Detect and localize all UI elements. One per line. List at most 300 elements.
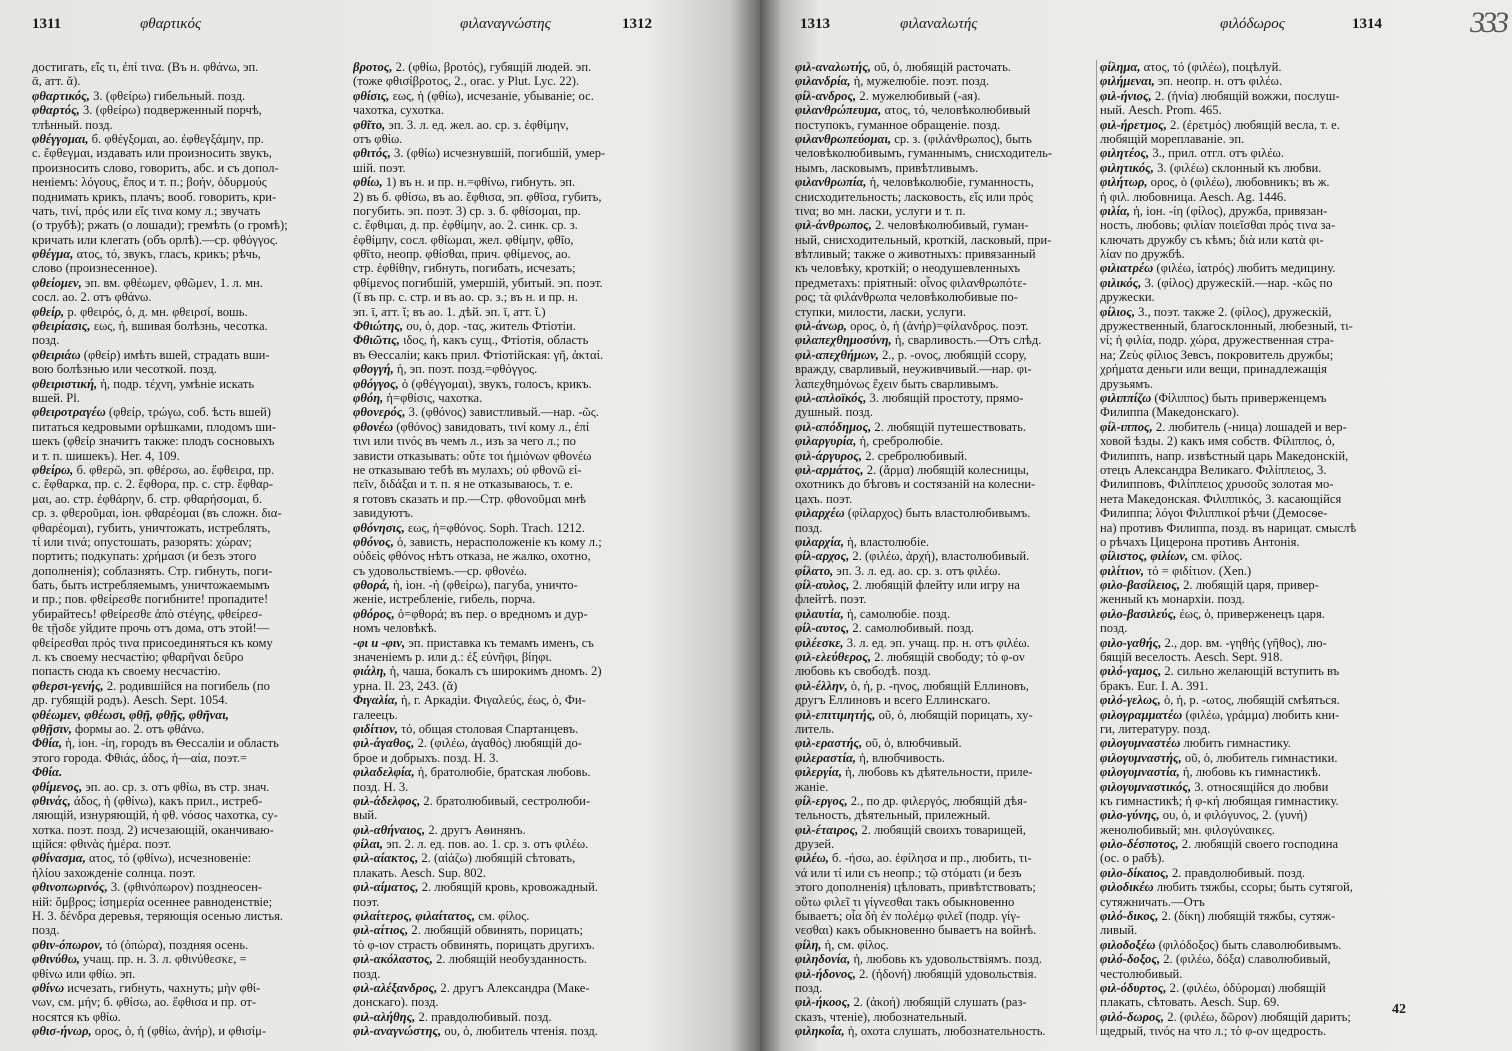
definition-text: 3. (φθόνος) завистливый.—нар. -ῶς. xyxy=(405,405,599,420)
headword: φιλό-γελως, xyxy=(1100,693,1161,708)
column-4 xyxy=(1100,60,1406,1039)
dictionary-line xyxy=(353,837,667,851)
headword: φιλ-απόδημος, xyxy=(795,419,872,434)
headword: φίλ-ιππος, xyxy=(1100,419,1153,434)
definition-text: 2. другъ Александра (Маке- xyxy=(437,981,590,995)
dictionary-line: попасть сюда къ своему несчастію. xyxy=(32,664,221,679)
dictionary-line: сказъ, чтеніе), любознательный. xyxy=(795,1009,968,1024)
definition-text: ἡ, сварливость.—Отъ слѣд. xyxy=(891,333,1042,348)
dictionary-line: νά или τί или съ неопр.; τῷ στόματι (и безъ xyxy=(795,865,1022,880)
dictionary-line: вшей. Pl. xyxy=(32,390,80,405)
headword: φιλογυμναστικός, xyxy=(1100,779,1192,794)
definition-text: эп. вм. φθέωμεν, φθῶμεν, 1. л. мн. xyxy=(81,275,263,290)
dictionary-line xyxy=(1100,981,1406,995)
dictionary-line xyxy=(795,851,1093,865)
definition-text: 2., дор. вм. -γηθής (γῆθος), лю- xyxy=(1161,635,1327,650)
headword: φιδίτιον, xyxy=(353,721,398,736)
dictionary-line: бываетъ; οἷα δὴ ἐν πολέμῳ φιλεῖ (подр. γίγ- xyxy=(795,909,1021,924)
dictionary-line: другъ Еллиновъ и всего Еллинскаго. xyxy=(795,693,991,708)
page-number-1313: 1313 xyxy=(800,16,830,32)
dictionary-line xyxy=(1100,175,1406,189)
column-1 xyxy=(32,60,346,1039)
definition-text: ἡ, эп. поэт. позд.=φθόγγος. xyxy=(393,362,538,377)
dictionary-line: отъ φθίω. xyxy=(353,131,403,146)
headword: φιλήμεναι, xyxy=(1100,74,1155,89)
dictionary-line: шекъ (φθείρ значитъ также: плодъ сосновыхъ xyxy=(32,434,275,449)
definition-text: ἡ, г. Аркадіи. Φιγαλεύς, έως, ὁ, Фи- xyxy=(397,693,586,708)
headword: φιλ-αθήναιος, xyxy=(353,822,426,837)
dictionary-line: бать, быть истребляемымъ, уничтожаемымъ xyxy=(32,578,270,593)
definition-text: 2. (φιλέω, ἀγαθός) любящій до- xyxy=(414,736,582,751)
dictionary-line xyxy=(795,103,1093,117)
definition-text: 2. родившійся на погибель (по xyxy=(103,678,270,693)
headword: φιλικός, xyxy=(1100,275,1142,290)
dictionary-line xyxy=(1100,837,1406,851)
headword: φιλοδικέω xyxy=(1100,880,1154,895)
dictionary-line: ливый. xyxy=(1100,923,1138,938)
headword: φθινάς, xyxy=(32,793,71,808)
dictionary-line xyxy=(353,362,667,376)
definition-text: ορος, ὁ, ἡ (φθίω, ἀνήρ), и φθισίμ- xyxy=(91,1024,267,1039)
dictionary-line xyxy=(795,218,1093,232)
definition-text: ατος, τό, звукъ, гласъ, крикъ; рѣчь, xyxy=(73,247,261,262)
headword: φίλ-εργος, xyxy=(795,793,848,808)
dictionary-line: ступки, милости, ласки, услуги. xyxy=(795,304,966,319)
headword: φίλ-ανδρος, xyxy=(795,88,857,103)
headword: φιλο-δίκαιος, xyxy=(1100,865,1169,880)
dictionary-line xyxy=(32,981,346,995)
headword: φθίω, xyxy=(353,175,383,190)
dictionary-line: чать, τινί, πρός или εἴς τινα кому л.; звучать xyxy=(32,203,261,218)
dictionary-line xyxy=(32,463,346,477)
dictionary-line: шій. поэт. xyxy=(353,160,406,175)
definition-text: 2. правдолюбивый. позд. xyxy=(1168,865,1306,880)
dictionary-line: къ человѣку, кроткій; о неодушевленныхъ xyxy=(795,261,1021,276)
headword: φιλιππίζω xyxy=(1100,390,1152,405)
dictionary-line xyxy=(353,607,667,621)
headword: φθέωμεν, φθέωσι, φθῇ, φθῇς, φθῆναι, xyxy=(32,707,229,722)
definition-text: οῦ, ὁ, любящій порицать, ху- xyxy=(875,707,1033,722)
dictionary-line: νεσθαι) какъ обыкновенно бываетъ на войнѣ. xyxy=(795,923,1037,938)
dictionary-line xyxy=(353,880,667,894)
dictionary-line xyxy=(353,405,667,419)
dictionary-line xyxy=(32,722,346,736)
definition-text: любить тяжбы, ссоры; быть сутягой, xyxy=(1153,880,1353,895)
dictionary-line: Филиппа; λόγοι Φιλιππικοί рѣчи (Демосѳе- xyxy=(1100,506,1328,521)
dictionary-line: неніемъ: λόγους, ἔπος и т. п.; βοήν, ὀδυρμούς xyxy=(32,175,267,190)
definition-text: ὁ, зависть, нерасположеніе къ кому л.; xyxy=(393,534,602,549)
definition-text: ατος, τό (φιλέω), поцѣлуй. xyxy=(1140,60,1282,74)
definition-text: 2. любящій царя, привер- xyxy=(1179,578,1319,593)
dictionary-line: на) противъ Филиппа, позд. въ нарицат. смыслѣ xyxy=(1100,520,1357,535)
headword: φιλ-όδυρτος, xyxy=(1100,981,1167,995)
headword: φιλία, xyxy=(1100,203,1131,218)
definition-text: έως, ὁ, приверженецъ царя. xyxy=(1176,606,1325,621)
definition-text: 3. (φθείρω) подверженный порчѣ, xyxy=(79,103,262,118)
definition-text: эп. неопр. н. отъ φιλέω. xyxy=(1154,74,1283,89)
column-divider xyxy=(1096,60,1097,1035)
definition-text: 3., прил. отгл. отъ φιλέω. xyxy=(1149,146,1284,161)
dictionary-line: бящій веселость. Aesch. Sept. 918. xyxy=(1100,650,1283,665)
definition-text: исчезать, гибнуть, чахнуть; μὴν φθί- xyxy=(64,981,261,995)
headword: φθέγγομαι, xyxy=(32,131,89,146)
definition-text: 3. (φθίω) исчезнувшій, погибшій, умер- xyxy=(390,146,606,161)
definition-text: ἡ, іон. -ίη, городъ въ Ѳессаліи и область xyxy=(62,736,279,751)
dictionary-line xyxy=(795,420,1093,434)
dictionary-line: (ос. о рабѣ). xyxy=(1100,851,1165,866)
headword: φιλητέος, xyxy=(1100,146,1150,161)
definition-text: (φιλόδοξος) быть славолюбивымъ. xyxy=(1155,937,1342,952)
dictionary-line xyxy=(1100,578,1406,592)
dictionary-line xyxy=(353,1024,667,1038)
dictionary-line: οὐδεὶς φθόνος нѣтъ отказа, не жалко, охотно, xyxy=(353,549,591,564)
headword: Φθιώτης, xyxy=(353,319,404,334)
definition-text: 1) въ н. и пр. н.=φθίνω, гибнуть. эп. xyxy=(382,175,576,190)
page-number-1314: 1314 xyxy=(1352,16,1382,32)
dictionary-line: на; Ζεὺς φίλιος Зевсъ, покровитель дружбы; xyxy=(1100,347,1334,362)
headword: φθόγγος, xyxy=(353,376,399,391)
dictionary-line xyxy=(795,74,1093,88)
headword: φθαρτός, xyxy=(32,103,80,118)
dictionary-line: убирайтесь! φθείρεσθε ἀπὸ στέγης, φθείρεσ- xyxy=(32,606,263,621)
dictionary-line: ср. з. φθεροῦμαι, іон. φθαρέομαι (въ сложн. δια- xyxy=(32,506,282,521)
dictionary-line xyxy=(353,722,667,736)
dictionary-line: и т. п. шишекъ). Her. 4, 109. xyxy=(32,448,180,463)
headword: φθόνησις, xyxy=(353,520,405,535)
dictionary-line xyxy=(1100,938,1406,952)
dictionary-line xyxy=(353,736,667,750)
dictionary-line xyxy=(795,348,1093,362)
definition-text: ἡ, іон. -ίη (φίλος), дружба, привязан- xyxy=(1130,203,1328,218)
dictionary-line: нета Македонская. Φιλιππικός, 3. касающійся xyxy=(1100,491,1342,506)
headword: φιλ-ελεύθερος, xyxy=(795,650,871,665)
dictionary-line xyxy=(1100,808,1406,822)
dictionary-line xyxy=(353,578,667,592)
dictionary-line: (ῐ въ пр. с. стр. и въ ао. ср. з.; въ н. и пр. н. xyxy=(353,290,578,305)
dictionary-line xyxy=(795,679,1093,693)
definition-text: любить гимнастику. xyxy=(1180,736,1291,751)
dictionary-line xyxy=(795,132,1093,146)
dictionary-line xyxy=(353,146,667,160)
dictionary-line: позд. xyxy=(1100,621,1128,636)
definition-text: ορος, ὁ (φιλέω), любовникъ; въ ж. xyxy=(1147,175,1330,190)
definition-text: τό, общая столовая Спартанцевъ. xyxy=(397,721,579,736)
definition-text: ἡ, подр. τέχνη, умѣніе искать xyxy=(97,376,255,391)
dictionary-line: ἐφθίμην, сосл. φθίωμαι, жел. φθίμην, φθῖο, xyxy=(353,232,574,247)
running-head-right: φιλαναγνώστης xyxy=(460,16,551,32)
folio-signature: 42 xyxy=(1392,1002,1406,1017)
headword: φίλατο, xyxy=(795,563,834,578)
definition-text: 2. любитель (-ница) лошадей и вер- xyxy=(1152,419,1347,434)
dictionary-line: φθαρέομαι), губить, уничтожать, истреблять, xyxy=(32,520,271,535)
headword: φίλ-αρχος, xyxy=(795,549,850,564)
dictionary-line xyxy=(1100,89,1406,103)
headword: φιλ-άνωρ, xyxy=(795,319,847,334)
dictionary-line: вѣтливый; также о животныхъ: привязанный xyxy=(795,247,1036,262)
definition-text: 2. (ἅρμα) любящій колесницы, xyxy=(863,462,1029,477)
dictionary-line xyxy=(32,405,346,419)
dictionary-line xyxy=(353,333,667,347)
headword: φιλ-αναλωτής, xyxy=(795,60,871,74)
dictionary-line: дополненія); соблазнять. Стр. гибнуть, поги- xyxy=(32,563,273,578)
headword: φιλανθρωπεύομαι, xyxy=(795,131,892,146)
dictionary-line xyxy=(795,995,1093,1009)
definition-text: (Φίλιππος) быть приверженцемъ xyxy=(1151,390,1327,405)
dictionary-line: охотникъ до бѣговъ и состязаній на колесни- xyxy=(795,477,1036,492)
headword: φθειρίασις, xyxy=(32,319,91,334)
headword: φιλ-ήρετμος, xyxy=(1100,117,1167,132)
dictionary-line: честолюбивый. xyxy=(1100,966,1183,981)
headword: φθόρος, xyxy=(353,606,395,621)
dictionary-line xyxy=(353,851,667,865)
definition-text: ср. з. (φιλάνθρωπος), быть xyxy=(891,131,1032,146)
headword: φιλο-βασιλεύς, xyxy=(1100,606,1177,621)
dictionary-line: позд. xyxy=(32,333,60,348)
headword: φιλό-δωρος, xyxy=(1100,1009,1165,1024)
definition-text: (φιλέω, ἰατρός) любить медицину. xyxy=(1153,261,1336,276)
headword: φιλ-άδελφος, xyxy=(353,793,421,808)
dictionary-line: τὸ φ-ιον страсть обвинять, порицать другихъ. xyxy=(353,937,595,952)
dictionary-line xyxy=(1100,751,1406,765)
dictionary-line: вою болѣзнью или чесоткой. позд. xyxy=(32,362,217,377)
dictionary-line: стр. ἐφθίθην, гибнуть, погибать, исчезать; xyxy=(353,261,576,276)
dictionary-line: ховой ѣзды. 2) какъ имя собств. Φίλιππος, ὁ, xyxy=(1100,434,1335,449)
dictionary-line xyxy=(795,463,1093,477)
definition-text: (φίλαρχος) быть властолюбивымъ. xyxy=(844,506,1031,521)
dictionary-line xyxy=(1100,549,1406,563)
dictionary-line: 2) въ б. φθίσω, въ ао. ἔφθισα, эп. φθῖσα, губить, xyxy=(353,189,602,204)
headword: φιλήτωρ, xyxy=(1100,175,1148,190)
definition-text: 2. сильно желающій вступить въ xyxy=(1161,664,1340,679)
dictionary-line: брое и добрыхъ. позд. Н. 3. xyxy=(353,750,499,765)
definition-text: 2. мужелюбивый (-ая). xyxy=(856,88,981,103)
dictionary-line: ный. Aesch. Prom. 465. xyxy=(1100,103,1222,118)
dictionary-line: дружески. xyxy=(1100,290,1155,305)
definition-text: εως, ἡ=φθόνος. Soph. Trach. 1212. xyxy=(404,520,585,535)
headword: φιλ-αίματος, xyxy=(353,880,419,895)
headword: φιλ-άνθρωπος, xyxy=(795,218,872,233)
dictionary-line: дружественный, благосклонный, любезный, τι- xyxy=(1100,319,1353,334)
dictionary-line xyxy=(795,967,1093,981)
dictionary-line: вый. xyxy=(353,808,378,823)
dictionary-line xyxy=(1100,391,1406,405)
headword: φθινοπωρινός, xyxy=(32,880,108,895)
dictionary-line: вражду, сварливый, неуживчивый.—нар. φι- xyxy=(795,362,1032,377)
definition-text: ὁ, ἡ, р. -ηνος, любящій Еллиновъ, xyxy=(847,678,1029,693)
definition-text: 2. любящій необузданность. xyxy=(432,952,588,967)
dictionary-line xyxy=(1100,118,1406,132)
definition-text: ατος, τό, человѣколюбивый xyxy=(881,103,1031,118)
dictionary-line: и пр.; пов. φθείρεσθε погибните! пропадите! xyxy=(32,592,269,607)
definition-text: οῦ, ὁ, любитель гимнастики. xyxy=(1181,750,1338,765)
dictionary-line xyxy=(795,823,1093,837)
dictionary-line xyxy=(32,103,346,117)
dictionary-line xyxy=(795,736,1093,750)
definition-text: τό = φιδίτιον. (Xen.) xyxy=(1144,563,1252,578)
dictionary-line xyxy=(32,348,346,362)
definition-text: 2. любящій обвинять, порицать; xyxy=(408,923,583,938)
dictionary-line xyxy=(795,333,1093,347)
definition-text: ἡ, чаша, бокалъ съ широкимъ дномъ. 2) xyxy=(386,664,602,679)
dictionary-line: (тоже φθισίβροτος, 2., orac. у Plut. Lyc. 22). xyxy=(353,74,580,89)
headword: φθίσις, xyxy=(353,88,390,103)
dictionary-line: с. ἔφθιμαι, д. пр. ἐφθίμην, ао. 2. синк. ср. з. xyxy=(353,218,578,233)
headword: φθειριάω xyxy=(32,347,81,362)
headword: φιλ-άργυρος, xyxy=(795,448,863,463)
definition-text: 2. (ἐρετμός) любящій весла, т. е. xyxy=(1166,117,1340,132)
definition-text: ατος, τό (φθίνω), исчезновеніе: xyxy=(85,851,252,866)
dictionary-line: донскаго). позд. xyxy=(353,995,439,1010)
definition-text: ἡ, мужелюбіе. поэт. позд. xyxy=(850,74,990,89)
dictionary-line: φθῖτο, неопр. φθίσθαι, прич. φθίμενος, ао. xyxy=(353,247,571,262)
headword: φιλ-αλέξανδρος, xyxy=(353,981,438,995)
dictionary-line: ἡλίου захожденіе солнца. поэт. xyxy=(32,865,196,880)
definition-text: 2. (φθίω, βροτός), губящій людей. эп. xyxy=(392,60,592,74)
dictionary-line: любящій мореплаваніе. эп. xyxy=(1100,131,1245,146)
dictionary-line: женный къ монархіи. позд. xyxy=(1100,592,1245,607)
definition-text: ἡ, см. φίλος. xyxy=(821,937,889,952)
dictionary-line: ній: ὄμβρος; ἰσημερία осеннее равноденствіе; xyxy=(32,894,273,909)
headword: φιλ-έταιρος, xyxy=(795,822,859,837)
headword: φιλαπεχθημοσύνη, xyxy=(795,333,892,348)
definition-text: 2. (ἀκοή) любящій слушать (раз- xyxy=(850,995,1027,1010)
headword: φίλαι, xyxy=(353,837,384,852)
definition-text: эп. 3. л. ед. ао. ср. з. отъ φιλέω. xyxy=(833,563,1001,578)
headword: φιλαρχία, xyxy=(795,534,844,549)
definition-text: 2. правдолюбивый. позд. xyxy=(415,1009,552,1024)
dictionary-line: νων, см. μήν; б. φθίσω, ао. ἔφθισα и пр. от- xyxy=(32,995,257,1010)
page-number-1311: 1311 xyxy=(32,16,62,32)
definition-text: см. φίλος. xyxy=(475,909,530,924)
dictionary-line: урна. Il. 23, 243. (ᾰ) xyxy=(353,678,458,693)
headword: φιλαδελφία, xyxy=(353,765,415,780)
dictionary-line xyxy=(1100,261,1406,275)
definition-text: 2. (φιλέω, ὀδύρομαι) любящій xyxy=(1166,981,1326,995)
definition-text: οῦ, ὁ, влюбчивый. xyxy=(862,736,962,751)
dictionary-line xyxy=(795,449,1093,463)
dictionary-line xyxy=(795,319,1093,333)
dictionary-line: позд. xyxy=(353,966,381,981)
headword: φιλ-αναγνώστης, xyxy=(353,1024,442,1039)
headword: φιλ-εραστής, xyxy=(795,736,863,751)
definition-text: 2. любящій свободу; τὸ φ-ον xyxy=(871,650,1025,665)
definition-text: ἡ, любовь къ гимнастикѣ. xyxy=(1179,765,1321,780)
dictionary-line xyxy=(795,175,1093,189)
dictionary-line xyxy=(32,880,346,894)
dictionary-line: съ удовольствіемъ.—ср. φθονέω. xyxy=(353,563,528,578)
dictionary-line xyxy=(32,952,346,966)
headword: φθέγμα, xyxy=(32,247,74,262)
headword: φθειριστική, xyxy=(32,376,98,391)
dictionary-line: сосл. ао. 2. отъ φθάνω. xyxy=(32,290,152,305)
headword: φιλανθρωπία, xyxy=(795,175,867,190)
headword: φιλ-έλλην, xyxy=(795,678,848,693)
dictionary-line: снисходительность; ласковость, εἴς или πρός xyxy=(795,189,1033,204)
dictionary-line: позд. xyxy=(795,520,823,535)
headword: φιλογραμματέω xyxy=(1100,707,1183,722)
headword: φιλό-δικος, xyxy=(1100,909,1159,924)
dictionary-line xyxy=(353,664,667,678)
dictionary-line: с. ἔφθεγμαι, издавать или произносить звукъ, xyxy=(32,146,272,161)
definition-text: ορος, ὁ, ἡ (ἀνήρ)=φίλανδρος. поэт. xyxy=(846,319,1029,334)
dictionary-line xyxy=(32,276,346,290)
definition-text: б. φθερῶ, эп. φθέρσω, ао. ἔφθειρα, пр. xyxy=(73,462,275,477)
dictionary-line xyxy=(353,521,667,535)
definition-text: эп. 3. л. ед. жел. ао. ср. з. ἐφθίμην, xyxy=(385,117,569,132)
dictionary-line: жаніе. xyxy=(795,779,829,794)
headword: φιλογυμναστία, xyxy=(1100,765,1180,780)
dictionary-line xyxy=(32,305,346,319)
definition-text: ἡ, любовь къ дѣятельности, приле- xyxy=(841,765,1033,780)
headword: φιλ-αλήθης, xyxy=(353,1009,416,1024)
dictionary-line xyxy=(32,89,346,103)
dictionary-line: номъ человѣкѣ. xyxy=(353,621,437,636)
dictionary-line: λαπεχθημόνως ἔχειν быть сварливымъ. xyxy=(795,376,999,391)
headword: φίλημα, xyxy=(1100,60,1141,74)
dictionary-line: тлѣнный. позд. xyxy=(32,117,113,132)
definition-text: 2. любящій флейту или игру на xyxy=(849,578,1020,593)
dictionary-line xyxy=(795,506,1093,520)
headword: φθείομεν, xyxy=(32,275,82,290)
dictionary-line xyxy=(795,549,1093,563)
headword: φίλιος, xyxy=(1100,304,1136,319)
dictionary-line xyxy=(795,708,1093,722)
dictionary-line xyxy=(1100,780,1406,794)
dictionary-line: χρήματα деньги или вещи, принадлежащія xyxy=(1100,362,1327,377)
headword: φιλητικός, xyxy=(1100,160,1154,175)
dictionary-line xyxy=(353,391,667,405)
definition-text: ου, ὁ, любитель чтенія. позд. xyxy=(441,1024,598,1039)
dictionary-line: не отказываю тебѣ въ мулахъ; οὐ φθονῶ εἰ- xyxy=(353,462,582,477)
headword: -φι и -φιν, xyxy=(353,635,406,650)
headword: φιλανδρία, xyxy=(795,74,851,89)
dictionary-line: πεῖν, διδάξαι и т. п. я не отказываюсь, т. е. xyxy=(353,477,573,492)
headword: φθείρω, xyxy=(32,462,74,477)
dictionary-line: ключать дружбу съ кѣмъ; διὰ или κατὰ φι- xyxy=(1100,232,1324,247)
headword: φιλο-βασίλειος, xyxy=(1100,578,1180,593)
headword: φθογγή, xyxy=(353,362,394,377)
dictionary-line xyxy=(795,391,1093,405)
headword: φιλίτιον, xyxy=(1100,563,1145,578)
dictionary-line: τινι или τινός въ чемъ л., изъ за чего л.; по xyxy=(353,434,576,449)
dictionary-line xyxy=(353,981,667,995)
dictionary-line: ἡ φιλ. любовница. Aesch. Ag. 1446. xyxy=(1100,189,1287,204)
dictionary-line: λίαν по дружбѣ. xyxy=(1100,247,1185,262)
dictionary-line: щедрый, τινός на что л.; τὸ φ-ον щедрость. xyxy=(1100,1024,1327,1039)
definition-text: 2. (ἡνία) любящій вожжи, послуш- xyxy=(1151,88,1340,103)
headword: φιλ-ήνιος, xyxy=(1100,88,1152,103)
dictionary-line: любовь къ свободѣ. позд. xyxy=(795,664,931,679)
dictionary-line xyxy=(353,175,667,189)
dictionary-line: φθίνω или φθίω. эп. xyxy=(32,966,136,981)
dictionary-line xyxy=(795,607,1093,621)
dictionary-line xyxy=(353,89,667,103)
dictionary-line xyxy=(32,765,346,779)
dictionary-line: галеецъ. xyxy=(353,707,398,722)
definition-text: 3. (φιλέω) склонный къ любви. xyxy=(1153,160,1322,175)
dictionary-line xyxy=(353,319,667,333)
headword: φθείρ, xyxy=(32,304,65,319)
dictionary-line xyxy=(353,794,667,808)
definition-text: ἡ, человѣколюбіе, гуманность, xyxy=(866,175,1034,190)
headword: φιληδονία, xyxy=(795,952,851,967)
definition-text: 2. (ἡδονή) любящій удовольствія. xyxy=(855,966,1037,981)
dictionary-line: плакать, сѣтовать. Aesch. Sup. 69. xyxy=(1100,995,1280,1010)
headword: φίλ-αυλος, xyxy=(795,578,850,593)
headword: φθορά, xyxy=(353,578,390,593)
definition-text: εως, ἡ (φθίω), исчезаніе, убываніе; ос. xyxy=(389,88,594,103)
headword: φιλαίτερος, φιλαίτατος, xyxy=(353,909,476,924)
